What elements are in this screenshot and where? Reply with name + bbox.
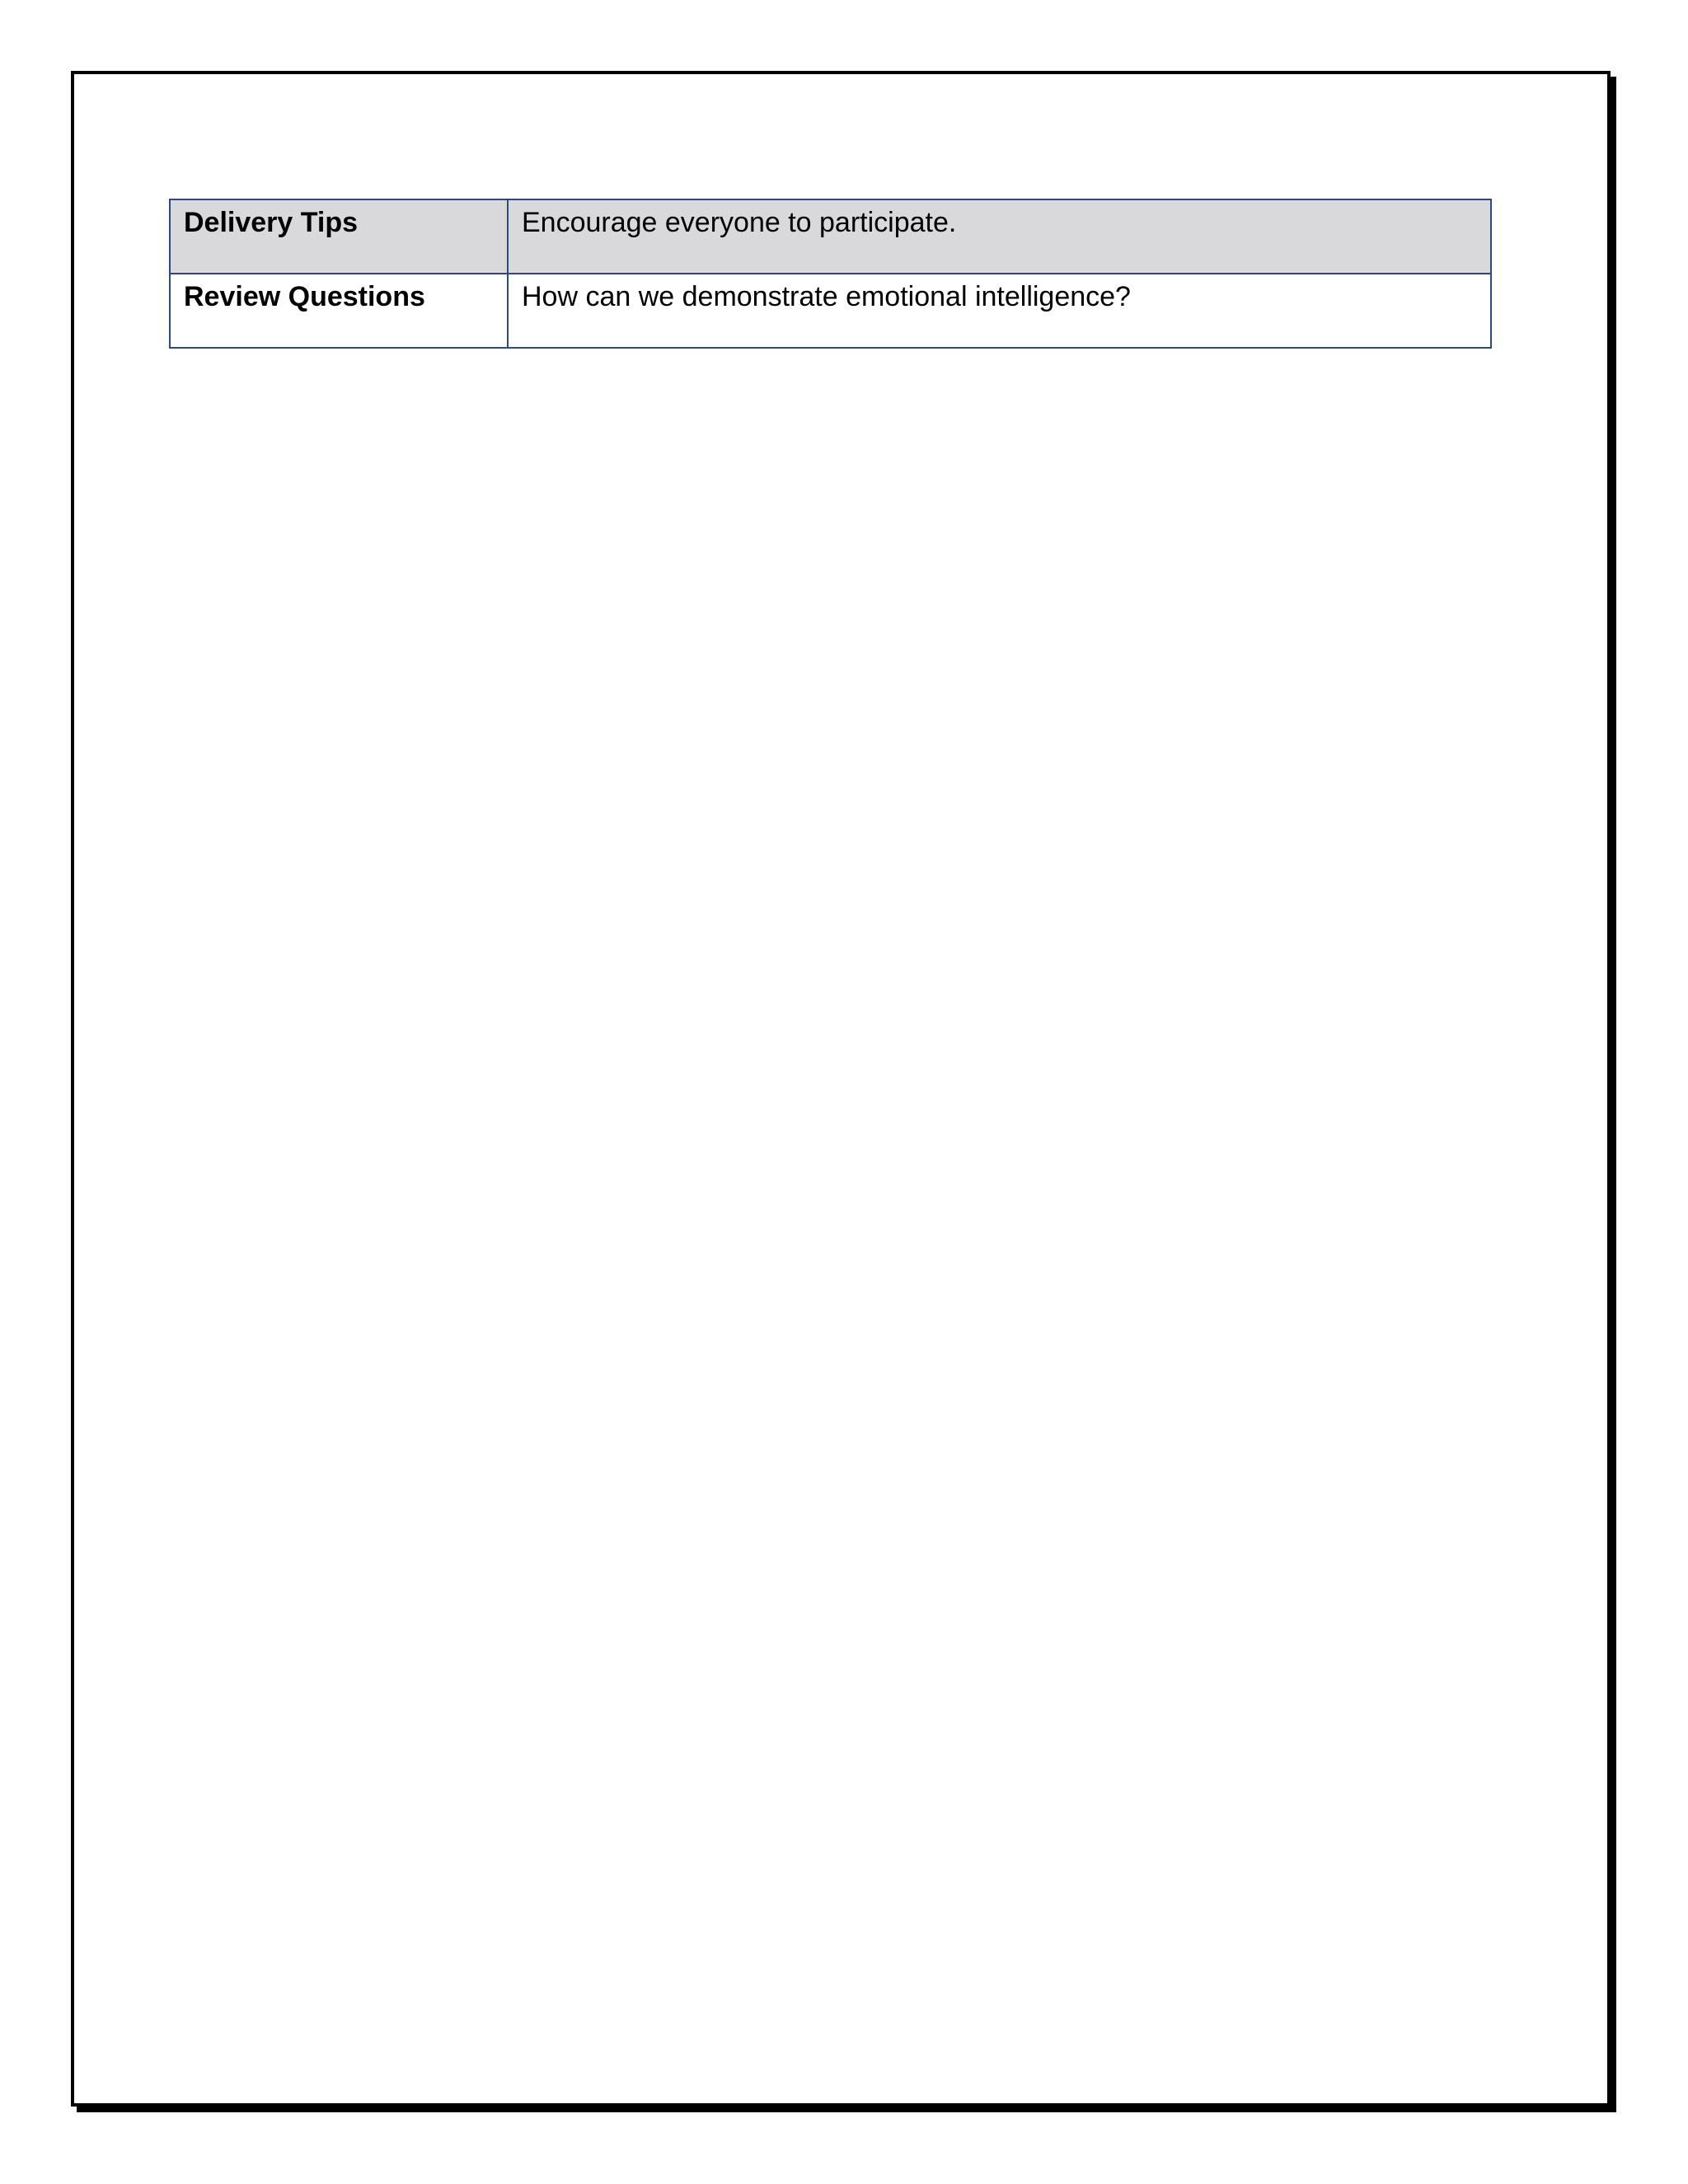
info-table bbox=[169, 199, 1492, 349]
page-frame bbox=[71, 71, 1611, 2107]
row-value-delivery-tips: Encourage everyone to participate. bbox=[508, 199, 1491, 274]
table-row bbox=[170, 274, 1491, 348]
row-value-review-questions: How can we demonstrate emotional intelligence? bbox=[508, 274, 1491, 348]
row-label-review-questions: Review Questions bbox=[170, 274, 508, 348]
table-row bbox=[170, 199, 1491, 274]
row-label-delivery-tips: Delivery Tips bbox=[170, 199, 508, 274]
